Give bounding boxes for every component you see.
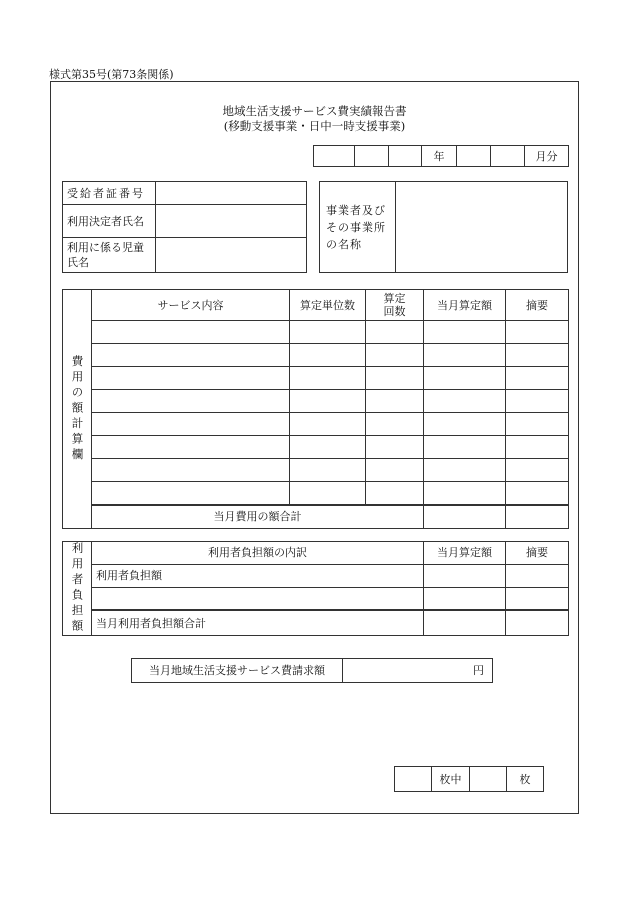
- cost-total-label: 当月費用の額合計: [92, 505, 424, 529]
- form-number-label: 様式第35号(第73条関係): [49, 68, 174, 81]
- burden-total-amount[interactable]: [424, 610, 506, 635]
- units-cell[interactable]: [290, 344, 366, 367]
- amount-cell[interactable]: [424, 436, 506, 459]
- units-cell[interactable]: [290, 482, 366, 505]
- table-row: [63, 390, 569, 413]
- service-cell[interactable]: [92, 459, 290, 482]
- table-row: [63, 587, 569, 610]
- notes-cell[interactable]: [506, 390, 569, 413]
- units-cell[interactable]: [290, 390, 366, 413]
- date-row-table: [313, 145, 569, 167]
- table-row: [63, 413, 569, 436]
- amount-cell[interactable]: [424, 367, 506, 390]
- burden-header-notes: 摘要: [506, 542, 569, 565]
- year-label: 年: [422, 146, 457, 167]
- cost-total-amount[interactable]: [424, 505, 506, 529]
- burden-side-label: 利用者負担額: [63, 542, 92, 636]
- month-label: 月分: [525, 146, 569, 167]
- pages-label: 枚: [507, 767, 544, 792]
- business-label: 事業者及びその事業所の名称: [320, 182, 396, 273]
- count-cell[interactable]: [366, 436, 424, 459]
- units-cell[interactable]: [290, 413, 366, 436]
- table-row: [63, 482, 569, 505]
- notes-cell[interactable]: [506, 482, 569, 505]
- form-subtitle: (移動支援事業・日中一時支援事業): [223, 119, 406, 133]
- page-count-table: [394, 766, 544, 792]
- count-cell[interactable]: [366, 344, 424, 367]
- cost-header-amount: 当月算定額: [424, 290, 506, 321]
- notes-cell[interactable]: [506, 344, 569, 367]
- amount-cell[interactable]: [424, 482, 506, 505]
- units-cell[interactable]: [290, 436, 366, 459]
- month-digit-cell[interactable]: [457, 146, 491, 167]
- recipient-table: [62, 181, 307, 273]
- cost-side-label: 費用の額計算欄: [63, 290, 92, 529]
- amount-cell[interactable]: [424, 344, 506, 367]
- units-cell[interactable]: [290, 367, 366, 390]
- units-cell[interactable]: [290, 459, 366, 482]
- burden-notes-cell[interactable]: [506, 587, 569, 610]
- service-cell[interactable]: [92, 413, 290, 436]
- service-cell[interactable]: [92, 390, 290, 413]
- table-row: [63, 344, 569, 367]
- page-number-field[interactable]: [395, 767, 432, 792]
- notes-cell[interactable]: [506, 459, 569, 482]
- child-name-label: 利用に係る児童氏名: [63, 238, 156, 273]
- burden-row-label: 利用者負担額: [92, 564, 424, 587]
- year-digit-cell[interactable]: [355, 146, 389, 167]
- amount-cell[interactable]: [424, 321, 506, 344]
- recipient-number-label: 受給者証番号: [63, 182, 156, 205]
- cost-total-notes[interactable]: [506, 505, 569, 529]
- table-row: [63, 367, 569, 390]
- child-name-field[interactable]: [156, 238, 307, 273]
- month-digit-cell[interactable]: [491, 146, 525, 167]
- claim-label: 当月地域生活支援サービス費請求額: [132, 659, 343, 683]
- table-row: [63, 459, 569, 482]
- burden-header-breakdown: 利用者負担額の内訳: [92, 542, 424, 565]
- amount-cell[interactable]: [424, 390, 506, 413]
- amount-cell[interactable]: [424, 459, 506, 482]
- service-cell[interactable]: [92, 321, 290, 344]
- recipient-name-label: 利用決定者氏名: [63, 205, 156, 238]
- notes-cell[interactable]: [506, 367, 569, 390]
- cost-header-count: 算定回数: [366, 290, 424, 321]
- burden-total-label: 当月利用者負担額合計: [92, 610, 424, 635]
- count-cell[interactable]: [366, 482, 424, 505]
- burden-table: [62, 541, 569, 636]
- burden-total-row: [63, 610, 569, 635]
- cost-header-units: 算定単位数: [290, 290, 366, 321]
- service-cell[interactable]: [92, 482, 290, 505]
- burden-header-amount: 当月算定額: [424, 542, 506, 565]
- page-total-field[interactable]: [470, 767, 507, 792]
- service-cell[interactable]: [92, 436, 290, 459]
- units-cell[interactable]: [290, 321, 366, 344]
- cost-table: [62, 289, 569, 529]
- notes-cell[interactable]: [506, 413, 569, 436]
- table-row: [63, 321, 569, 344]
- count-cell[interactable]: [366, 367, 424, 390]
- count-cell[interactable]: [366, 459, 424, 482]
- table-row: [63, 564, 569, 587]
- burden-amount-cell[interactable]: [424, 564, 506, 587]
- cost-header-service: サービス内容: [92, 290, 290, 321]
- year-digit-cell[interactable]: [389, 146, 422, 167]
- form-title: 地域生活支援サービス費実績報告書: [222, 104, 407, 118]
- burden-notes-cell[interactable]: [506, 564, 569, 587]
- business-name-field[interactable]: [396, 182, 568, 273]
- count-cell[interactable]: [366, 321, 424, 344]
- business-table: [319, 181, 568, 273]
- cost-header-notes: 摘要: [506, 290, 569, 321]
- yen-unit: 円: [473, 664, 484, 677]
- recipient-number-field[interactable]: [156, 182, 307, 205]
- table-row: [63, 436, 569, 459]
- burden-extra-cell[interactable]: [92, 587, 424, 610]
- recipient-name-field[interactable]: [156, 205, 307, 238]
- claim-amount-field[interactable]: [343, 659, 493, 683]
- claim-table: [131, 658, 493, 683]
- service-cell[interactable]: [92, 344, 290, 367]
- cost-total-row: [63, 505, 569, 529]
- count-cell[interactable]: [366, 390, 424, 413]
- notes-cell[interactable]: [506, 321, 569, 344]
- notes-cell[interactable]: [506, 436, 569, 459]
- service-cell[interactable]: [92, 367, 290, 390]
- burden-total-notes[interactable]: [506, 610, 569, 635]
- amount-cell[interactable]: [424, 413, 506, 436]
- burden-amount-cell[interactable]: [424, 587, 506, 610]
- of-label: 枚中: [432, 767, 470, 792]
- count-cell[interactable]: [366, 413, 424, 436]
- era-cell[interactable]: [314, 146, 355, 167]
